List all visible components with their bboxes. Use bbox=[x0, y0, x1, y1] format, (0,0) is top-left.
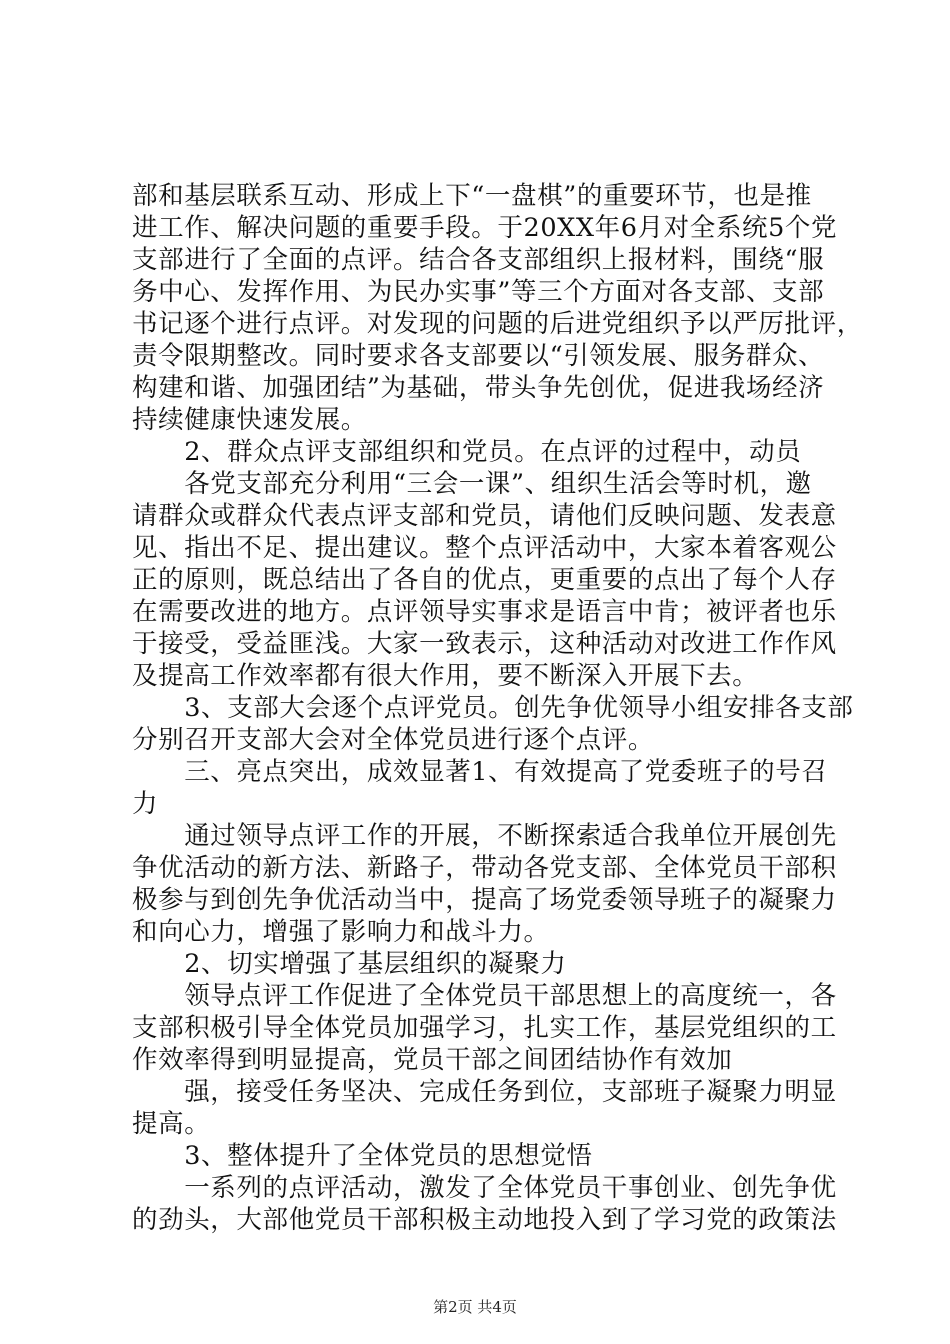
text-line: 支部进行了全面的点评。结合各支部组织上报材料，围绕“服 bbox=[132, 245, 825, 275]
text-line: 各党支部充分利用“三会一课”、组织生活会等时机，邀 bbox=[132, 469, 812, 499]
text-line: 构建和谐、加强团结”为基础，带头争先创优，促进我场经济 bbox=[132, 373, 825, 403]
text-line: 在需要改进的地方。点评领导实事求是语言中肯；被评者也乐 bbox=[132, 597, 837, 627]
text-line: 力 bbox=[132, 789, 159, 819]
text-line: 及提高工作效率都有很大作用，要不断深入开展下去。 bbox=[132, 661, 759, 691]
text-line: 见、指出不足、提出建议。整个点评活动中，大家本着客观公 bbox=[132, 533, 837, 563]
text-line: 支部积极引导全体党员加强学习，扎实工作，基层党组织的工 bbox=[132, 1013, 837, 1043]
text-line: 进工作、解决问题的重要手段。于20XX年6月对全系统5个党 bbox=[132, 213, 838, 243]
text-line: 强，接受任务坚决、完成任务到位，支部班子凝聚力明显 bbox=[132, 1077, 837, 1107]
text-line: 领导点评工作促进了全体党员干部思想上的高度统一，各 bbox=[132, 981, 837, 1011]
text-line: 3、整体提升了全体党员的思想觉悟 bbox=[132, 1141, 593, 1171]
text-line: 2、切实增强了基层组织的凝聚力 bbox=[132, 949, 567, 979]
text-line: 2、群众点评支部组织和党员。在点评的过程中，动员 bbox=[132, 437, 802, 467]
text-line: 提高。 bbox=[132, 1109, 211, 1139]
text-line: 分别召开支部大会对全体党员进行逐个点评。 bbox=[132, 725, 655, 755]
text-line: 持续健康快速发展。 bbox=[132, 405, 367, 435]
text-line: 于接受，受益匪浅。大家一致表示，这种活动对改进工作作风 bbox=[132, 629, 837, 659]
text-line: 争优活动的新方法、新路子，带动各党支部、全体党员干部积 bbox=[132, 853, 837, 883]
text-line: 书记逐个进行点评。对发现的问题的后进党组织予以严厉批评， bbox=[132, 309, 863, 339]
text-line: 正的原则，既总结出了各自的优点，更重要的点出了每个人存 bbox=[132, 565, 837, 595]
text-line: 责令限期整改。同时要求各支部要以“引领发展、服务群众、 bbox=[132, 341, 825, 371]
text-line: 和向心力，增强了影响力和战斗力。 bbox=[132, 917, 550, 947]
text-line: 的劲头，大部他党员干部积极主动地投入到了学习党的政策法 bbox=[132, 1205, 837, 1235]
text-line: 三、亮点突出，成效显著1、有效提高了党委班子的号召 bbox=[132, 757, 828, 787]
text-line: 一系列的点评活动，激发了全体党员干事创业、创先争优 bbox=[132, 1173, 837, 1203]
text-line: 通过领导点评工作的开展，不断探索适合我单位开展创先 bbox=[132, 821, 837, 851]
text-line: 极参与到创先争优活动当中，提高了场党委领导班子的凝聚力 bbox=[132, 885, 837, 915]
text-line: 3、支部大会逐个点评党员。创先争优领导小组安排各支部 bbox=[132, 693, 854, 723]
text-line: 部和基层联系互动、形成上下“一盘棋”的重要环节，也是推 bbox=[132, 181, 812, 211]
text-line: 作效率得到明显提高，党员干部之间团结协作有效加 bbox=[132, 1045, 733, 1075]
page-footer: 第2页 共4页 bbox=[433, 1298, 517, 1316]
text-line: 请群众或群众代表点评支部和党员，请他们反映问题、发表意 bbox=[132, 501, 837, 531]
text-line: 务中心、发挥作用、为民办实事”等三个方面对各支部、支部 bbox=[132, 277, 825, 307]
